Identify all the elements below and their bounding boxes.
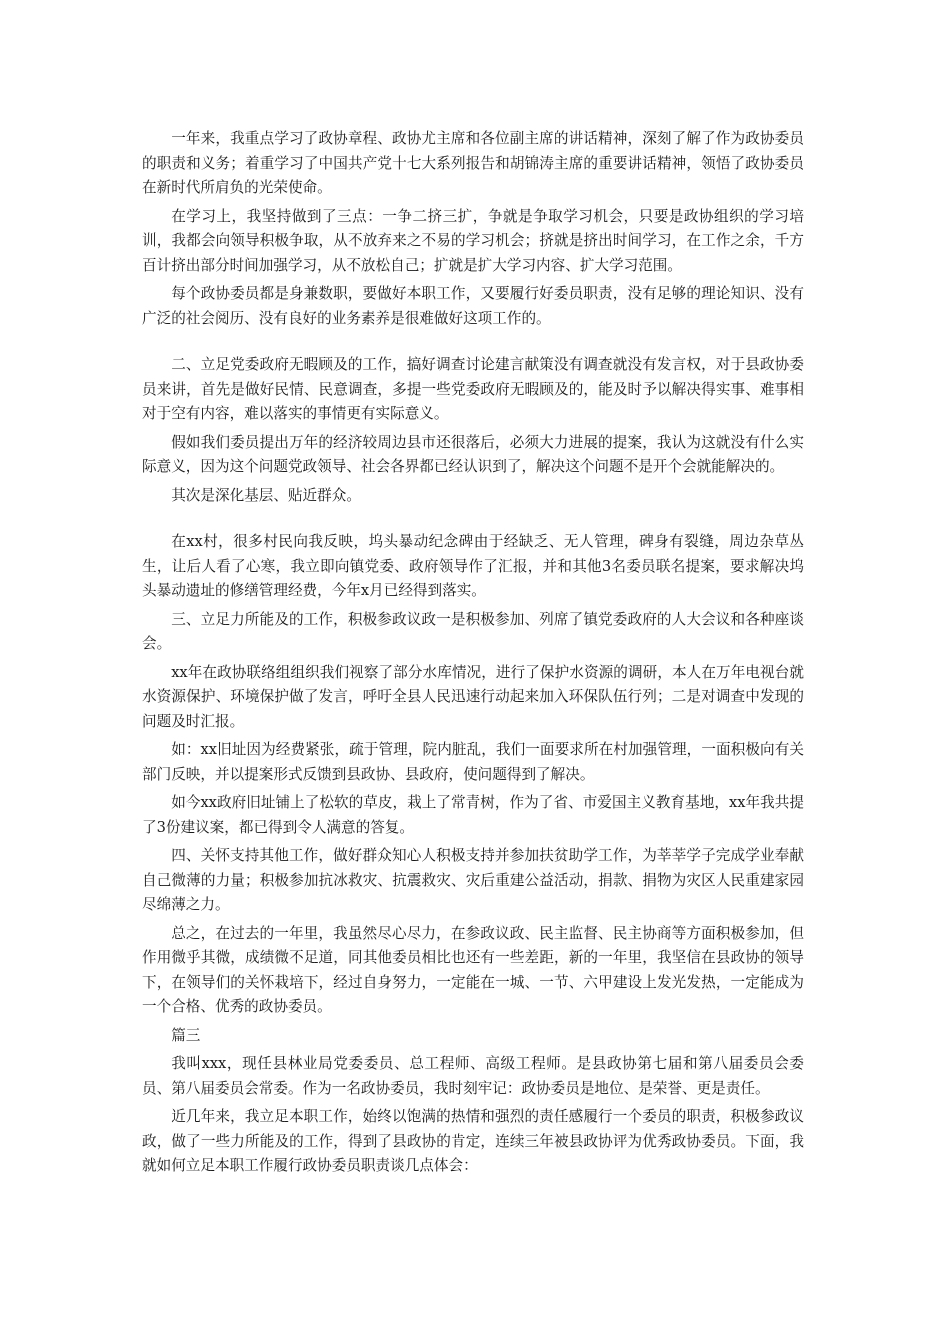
- paragraph-13: 总之，在过去的一年里，我虽然尽心尽力，在参政议政、民主监督、民主协商等方面积极参加，但作用微乎其微，成绩微不足道，同其他委员相比也还有一些差距，新的一年里，我坚信在县政协的领导下，在领导们的关怀栽培下，经过自身努力，一定能在一城、一节、六甲建设上发光发热，一定能成为一个合格、优秀的政协委员。: [142, 924, 804, 1015]
- document-body: [142, 127, 804, 1183]
- paragraph-7: 在xx村，很多村民向我反映，坞头暴动纪念碑由于经缺乏、无人管理，碑身有裂缝，周边杂草丛生，让后人看了心寒，我立即向镇党委、政府领导作了汇报，并和其他3名委员联名提案，要求解决坞头暴动遗址的修缮管理经费，今年x月已经得到落实。: [142, 533, 804, 599]
- paragraph-15: 近几年来，我立足本职工作，始终以饱满的热情和强烈的责任感履行一个委员的职责，积极参政议政，做了一些力所能及的工作，得到了县政协的肯定，连续三年被县政协评为优秀政协委员。下面，我就如何立足本职工作履行政协委员职责谈几点体会：: [142, 1108, 804, 1174]
- section-heading: 篇三: [171, 1026, 201, 1044]
- paragraph-9: xx年在政协联络组组织我们视察了部分水库情况，进行了保护水资源的调研，本人在万年电视台就水资源保护、环境保护做了发言，呼吁全县人民迅速行动起来加入环保队伍行列；二是对调查中发现的问题及时汇报。: [142, 663, 804, 730]
- paragraph-11: 如今xx政府旧址铺上了松软的草皮，栽上了常青树，作为了省、市爱国主义教育基地，xx年我共提了3份建议案，都已得到令人满意的答复。: [142, 794, 804, 836]
- paragraph-3: 每个政协委员都是身兼数职，要做好本职工作，又要履行好委员职责，没有足够的理论知识、没有广泛的社会阅历、没有良好的业务素养是很难做好这项工作的。: [142, 285, 804, 327]
- paragraph-6: 其次是深化基层、贴近群众。: [171, 486, 361, 504]
- paragraph-12: 四、关怀支持其他工作，做好群众知心人积极支持并参加扶贫助学工作，为莘莘学子完成学业奉献自己微薄的力量；积极参加抗冰救灾、抗震救灾、灾后重建公益活动，捐款、捐物为灾区人民重建家园尽绵薄之力。: [142, 847, 804, 913]
- paragraph-8: 三、立足力所能及的工作，积极参政议政一是积极参加、列席了镇党委政府的人大会议和各种座谈会。: [142, 610, 804, 652]
- paragraph-2: 在学习上，我坚持做到了三点：一争二挤三扩，争就是争取学习机会，只要是政协组织的学习培训，我都会向领导积极争取，从不放弃来之不易的学习机会；挤就是挤出时间学习，在工作之余，千方百计挤出部分时间加强学习，从不放松自己；扩就是扩大学习内容、扩大学习范围。: [142, 207, 804, 274]
- paragraph-5: 假如我们委员提出万年的经济较周边县市还很落后，必须大力进展的提案，我认为这就没有什么实际意义，因为这个问题党政领导、社会各界都已经认识到了，解决这个问题不是开个会就能解决的。: [142, 433, 804, 475]
- paragraph-1: 一年来，我重点学习了政协章程、政协尤主席和各位副主席的讲话精神，深刻了解了作为政协委员的职责和义务；着重学习了中国共产党十七大系列报告和胡锦涛主席的重要讲话精神，领悟了政协委员在新时代所肩负的光荣使命。: [142, 130, 804, 196]
- paragraph-10: 如：xx旧址因为经费紧张，疏于管理，院内脏乱，我们一面要求所在村加强管理，一面积极向有关部门反映，并以提案形式反馈到县政协、县政府，使问题得到了解决。: [142, 741, 804, 783]
- paragraph-14: 我叫xxx，现任县林业局党委委员、总工程师、高级工程师。是县政协第七届和第八届委员会委员、第八届委员会常委。作为一名政协委员，我时刻牢记：政协委员是地位、是荣誉、更是责任。: [142, 1055, 804, 1097]
- paragraph-4: 二、立足党委政府无暇顾及的工作，搞好调查讨论建言献策没有调查就没有发言权，对于县政协委员来讲，首先是做好民情、民意调查，多提一些党委政府无暇顾及的，能及时予以解决得实事、难事相对于空有内容，难以落实的事情更有实际意义。: [142, 356, 804, 422]
